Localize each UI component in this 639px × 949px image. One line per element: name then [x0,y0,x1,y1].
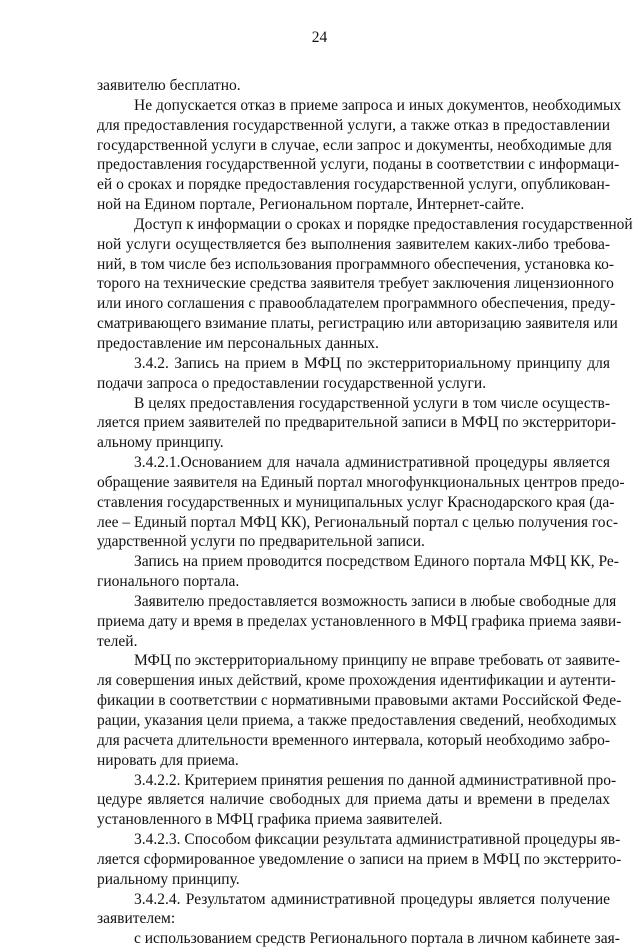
text-line: обращение заявителя на Единый портал многофункциональных центров предо- [97,473,625,491]
text-line: приема дату и время в пределах установленного в МФЦ графика приема заяви- [97,612,622,630]
text-line: 3.4.2.4. Результатом административной процедуры является получение [134,890,610,908]
text-line: ной услуги осуществляется без выполнения заявителем каких-либо требова- [97,235,610,253]
text-line: риальному принципу. [97,870,240,888]
text-line: предоставления государственной услуги, поданы в соответствии с информаци- [97,156,620,174]
text-line: установленного в МФЦ графика приема заявителей. [97,811,443,829]
text-line: Не допускается отказ в приеме запроса и иных документов, необходимых [134,96,622,114]
text-line: или иного соглашения с правообладателем программного обеспечения, преду- [97,295,616,313]
text-line: 3.4.2.1.Основанием для начала административной процедуры является [134,454,610,472]
text-line: ной на Едином портале, Региональном портале, Интернет-сайте. [97,196,525,214]
text-line: торого на технические средства заявителя требует заключения лицензионного [97,275,614,293]
text-line: 3.4.2.3. Способом фиксации результата административной процедуры яв- [134,831,621,849]
text-line: ей о сроках и порядке предоставления государственной услуги, опубликован- [97,176,610,194]
page-number: 24 [311,29,328,46]
text-line: ударственной услуги по предварительной записи. [97,533,425,551]
text-line: ляется прием заявителей по предварительной записи в МФЦ по экстерритори- [97,414,617,432]
document-body [97,76,633,949]
text-line: альному принципу. [97,434,224,452]
text-line: В целях предоставления государственной услуги в том числе осуществ- [134,394,610,412]
text-line: 3.4.2.2. Критерием принятия решения по данной административной про- [134,771,617,789]
text-line: лее – Единый портал МФЦ КК), Региональный портал с целью получения гос- [97,513,618,531]
text-line: предоставление им персональных данных. [97,334,379,352]
text-line: ляется сформированное уведомление о записи на прием в МФЦ по экстеррито- [97,850,622,868]
text-line: для предоставления государственной услуги, а также отказ в предоставлении [97,116,610,134]
text-line: цедуре является наличие свободных для приема даты и времени в пределах [97,791,610,809]
text-line: Запись на прием проводится посредством Единого портала МФЦ КК, Ре- [134,553,619,571]
text-line: заявителю бесплатно. [97,77,241,94]
text-line: подачи запроса о предоставлении государственной услуги. [97,374,487,392]
text-line: Доступ к информации о сроках и порядке предоставления государственной [134,215,633,233]
text-line: ставления государственных и муниципальных услуг Краснодарского края (да- [97,493,615,511]
text-line: с использованием средств Регионального портала в личном кабинете зая- [134,930,620,948]
text-line: для расчета длительности временного интервала, который необходимо забро- [97,731,610,749]
text-line: сматривающего взимание платы, регистрацию или авторизацию заявителя или [97,315,618,333]
text-line: фикации в соответствии с нормативными правовыми актами Российской Феде- [97,692,622,710]
text-line: МФЦ по экстерриториальному принципу не вправе требовать от заявите- [134,652,621,670]
text-line: Заявителю предоставляется возможность записи в любые свободные для [134,592,617,610]
text-line: ля совершения иных действий, кроме прохождения идентификации и аутенти- [97,672,616,690]
text-line: нировать для приема. [97,751,239,769]
text-line: государственной услуги в случае, если запрос и документы, необходимые для [97,136,612,154]
text-line: телей. [97,632,138,650]
text-line: рации, указания цели приема, а также предоставления сведений, необходимых [97,712,617,729]
text-line: 3.4.2. Запись на прием в МФЦ по экстерриториальному принципу для [134,354,610,372]
text-line: заявителем: [97,910,176,928]
text-line: гионального портала. [97,573,240,591]
text-line: ний, в том числе без использования программного обеспечения, установка ко- [97,255,615,273]
